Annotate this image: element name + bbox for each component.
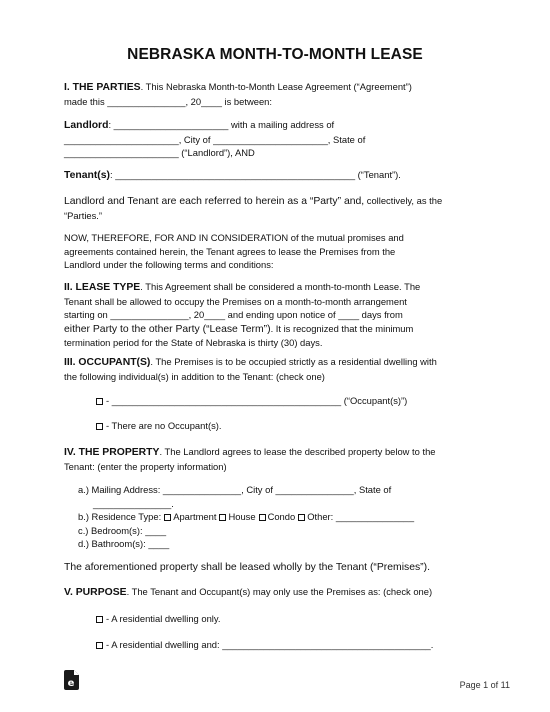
house-label: House	[228, 511, 256, 523]
text: . This Nebraska Month-to-Month Lease Agreement (“Agreement”)	[140, 81, 412, 92]
text: : ______________________________________________ (“Tenant”).	[110, 169, 401, 180]
landlord-label: Landlord	[64, 120, 109, 131]
condo-label: Condo	[267, 511, 296, 523]
no-occupant-checkbox[interactable]	[96, 423, 103, 430]
text: Tenant: (enter the property information)	[64, 460, 227, 472]
text: made this _______________, 20____ is between:	[64, 95, 272, 107]
residence-type-label: b.) Residence Type:	[78, 511, 162, 523]
text: - A residential dwelling only.	[106, 613, 221, 624]
text: The aforementioned property shall be leased wholly by the Tenant (“Premises”).	[64, 562, 430, 573]
consideration-paragraph	[64, 231, 494, 272]
bathrooms: d.) Bathroom(s): ____	[78, 538, 170, 550]
text: . The Premises is to be occupied strictly as a residential dwelling with	[150, 356, 437, 367]
text: NOW, THEREFORE, FOR AND IN CONSIDERATION of the mutual promises and	[64, 232, 404, 243]
section-heading: IV. THE PROPERTY	[64, 447, 160, 458]
section-occupants	[64, 355, 494, 383]
section-lease-type	[64, 280, 494, 350]
section-heading: II. LEASE TYPE	[64, 282, 141, 293]
section-heading: III. OCCUPANT(S)	[64, 357, 151, 368]
section-heading: V. PURPOSE	[64, 587, 127, 598]
text: . This Agreement shall be considered a month-to-month Lease. The	[140, 281, 421, 292]
text: starting on _______________, 20____ and ending upon notice of ____ days from	[64, 309, 403, 321]
occupant-option-2	[96, 419, 222, 433]
text: - There are no Occupant(s).	[106, 420, 222, 431]
section-property	[64, 445, 494, 473]
house-checkbox[interactable]	[219, 514, 226, 521]
text: either Party to the other Party (“Lease Term”)	[64, 323, 271, 335]
landlord-block	[64, 118, 494, 160]
purpose-option-1	[96, 612, 220, 626]
text: Tenant shall be allowed to occupy the Premises on a month-to-month arrangement	[64, 295, 407, 307]
text: ______________________ (“Landlord”), AND	[64, 147, 255, 159]
text: collectively, as the	[364, 195, 443, 206]
text: Landlord under the following terms and conditions:	[64, 259, 274, 271]
text: - ____________________________________________ (“Occupant(s)”)	[106, 395, 408, 406]
page-number: Page 1 of 11	[459, 680, 510, 690]
apartment-label: Apartment	[173, 511, 217, 523]
residential-and-checkbox[interactable]	[96, 642, 103, 649]
premises-paragraph	[64, 560, 494, 575]
section-purpose	[64, 585, 494, 600]
parties-paragraph	[64, 194, 494, 222]
text: agreements contained herein, the Tenant agrees to lease the Premises from the	[64, 245, 396, 257]
text: termination period for the State of Nebraska is thirty (30) days.	[64, 337, 323, 349]
section-parties	[64, 80, 494, 108]
text: . The Landlord agrees to lease the described property below to the	[159, 446, 436, 457]
text: . It is recognized that the minimum	[270, 322, 414, 334]
occupant-checkbox[interactable]	[96, 398, 103, 405]
apartment-checkbox[interactable]	[164, 514, 171, 521]
text: . The Tenant and Occupant(s) may only use the Premises as: (check one)	[126, 586, 433, 597]
occupant-option-1	[96, 394, 407, 408]
text: the following individual(s) in addition to the Tenant: (check one)	[64, 370, 325, 382]
document-title: NEBRASKA MONTH-TO-MONTH LEASE	[127, 46, 423, 63]
purpose-option-2	[96, 638, 433, 652]
other-checkbox[interactable]	[298, 514, 305, 521]
eforms-logo-icon	[64, 670, 79, 690]
mailing-address: a.) Mailing Address: _______________, City of _______________, State of	[78, 484, 392, 495]
svg-text:e: e	[67, 678, 75, 689]
text: “Parties.”	[64, 209, 103, 221]
section-heading: I. THE PARTIES	[64, 82, 141, 93]
condo-checkbox[interactable]	[259, 514, 266, 521]
text: : ______________________ with a mailing address of	[108, 119, 335, 130]
tenant-label: Tenant(s)	[64, 170, 110, 181]
property-list	[78, 483, 414, 551]
mailing-address-cont: _______________.	[93, 497, 174, 509]
other-label: Other: _______________	[307, 511, 415, 523]
residential-only-checkbox[interactable]	[96, 616, 103, 623]
text: - A residential dwelling and: ________________________________________.	[106, 639, 434, 650]
text: ______________________, City of ______________________, State of	[64, 133, 366, 145]
tenant-block	[64, 168, 494, 183]
bedrooms: c.) Bedroom(s): ____	[78, 524, 167, 536]
text: Landlord and Tenant are each referred to herein as a “Party” and,	[64, 196, 365, 207]
